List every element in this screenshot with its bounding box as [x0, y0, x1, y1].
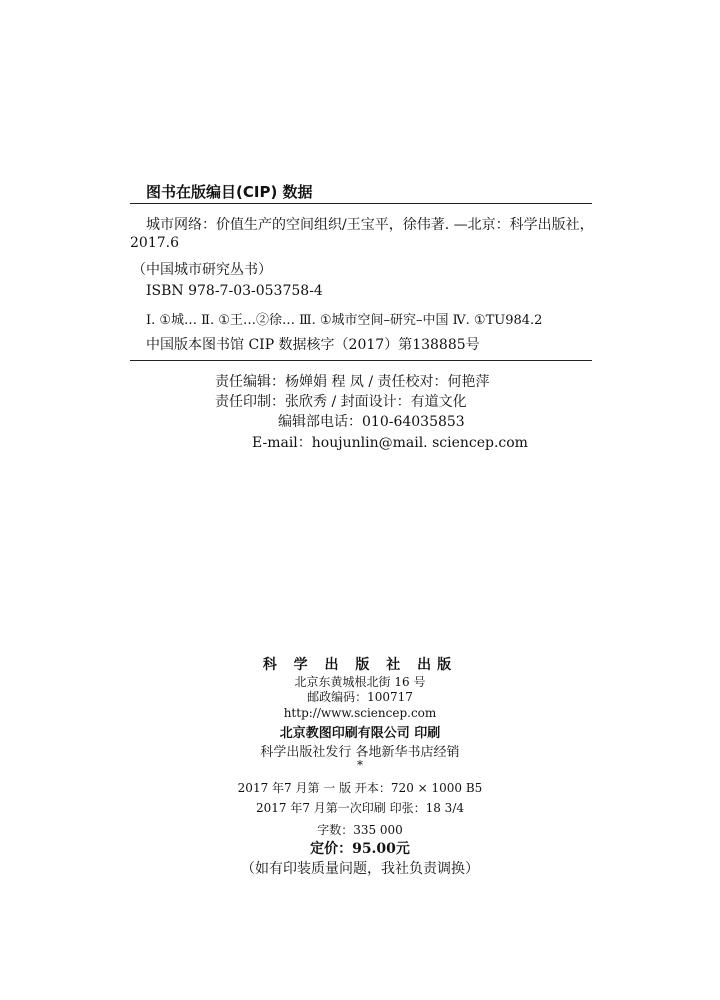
price: 定价：95.00元	[310, 841, 410, 857]
cip-classification: Ⅰ. ①城… Ⅱ. ①王…②徐… Ⅲ. ①城市空间–研究–中国 Ⅳ. ①TU984.2	[146, 313, 543, 328]
publisher-address: 北京东黄城根北街 16 号	[294, 675, 426, 689]
bottom-rule	[130, 360, 592, 361]
top-rule	[130, 203, 592, 204]
publisher-postcode: 邮政编码：100717	[307, 690, 413, 704]
credit-editors: 责任编辑：杨婵娟 程 凤 / 责任校对：何艳萍	[215, 374, 490, 390]
separator-star: *	[357, 758, 363, 772]
cip-entry-line2: 2017.6	[130, 235, 179, 251]
cip-entry-line1: 城市网络：价值生产的空间组织/王宝平，徐伟著. —北京：科学出版社，	[146, 217, 594, 233]
credit-email: E-mail：houjunlin@mail. sciencep.com	[252, 435, 528, 451]
cip-series: （中国城市研究丛书）	[132, 262, 272, 278]
distribution: 科学出版社发行 各地新华书店经销	[260, 745, 460, 760]
cip-number: 中国版本图书馆 CIP 数据核字（2017）第138885号	[146, 337, 480, 353]
printer: 北京教图印刷有限公司 印刷	[279, 726, 441, 741]
quality-notice: （如有印装质量问题，我社负责调换）	[241, 861, 479, 877]
word-count: 字数：335 000	[317, 823, 403, 837]
publisher-website: http://www.sciencep.com	[283, 706, 437, 720]
publisher-name: 科 学 出 版 社 出版	[262, 657, 458, 673]
cip-heading: 图书在版编目(CIP) 数据	[146, 183, 313, 201]
edition-info: 2017 年7 月第 一 版 开本：720 × 1000 B5	[237, 781, 483, 795]
impression-info: 2017 年7 月第一次印刷 印张：18 3/4	[255, 801, 464, 815]
credit-phone: 编辑部电话：010-64035853	[278, 414, 465, 430]
credit-printing: 责任印制：张欣秀 / 封面设计：有道文化	[215, 394, 467, 410]
cip-isbn: ISBN 978-7-03-053758-4	[146, 283, 323, 299]
